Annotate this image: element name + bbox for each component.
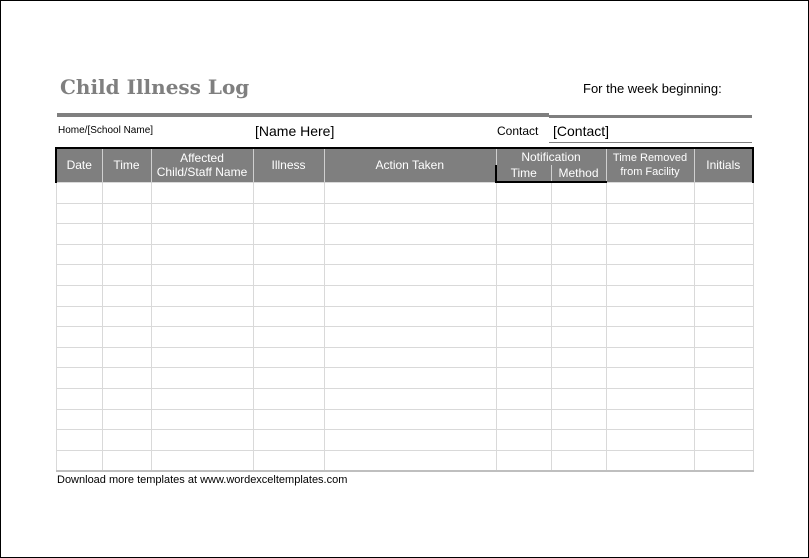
footer-download-link[interactable]: Download more templates at www.wordexceltemplates.com	[57, 474, 348, 486]
table-cell[interactable]	[694, 265, 753, 286]
table-cell[interactable]	[324, 388, 496, 409]
table-row	[56, 430, 753, 451]
table-cell[interactable]	[551, 347, 606, 368]
table-cell[interactable]	[151, 368, 253, 389]
table-cell[interactable]	[694, 285, 753, 306]
table-cell[interactable]	[694, 224, 753, 245]
table-cell[interactable]	[551, 203, 606, 224]
table-cell[interactable]	[151, 450, 253, 471]
header-date: Date	[56, 148, 102, 182]
table-cell[interactable]	[151, 306, 253, 327]
table-cell[interactable]	[151, 244, 253, 265]
contact-field[interactable]: [Contact]	[553, 123, 610, 139]
table-cell[interactable]	[102, 182, 151, 203]
table-cell[interactable]	[606, 285, 694, 306]
header-illness: Illness	[253, 148, 324, 182]
table-cell[interactable]	[102, 224, 151, 245]
table-cell[interactable]	[551, 388, 606, 409]
table-cell[interactable]	[551, 285, 606, 306]
table-cell[interactable]	[496, 347, 551, 368]
table-cell[interactable]	[496, 203, 551, 224]
table-cell[interactable]	[102, 265, 151, 286]
table-cell[interactable]	[551, 327, 606, 348]
table-cell[interactable]	[102, 244, 151, 265]
table-cell[interactable]	[324, 327, 496, 348]
page-title: Child Illness Log	[60, 75, 250, 99]
table-cell[interactable]	[606, 347, 694, 368]
table-cell[interactable]	[56, 450, 102, 471]
table-cell[interactable]	[606, 244, 694, 265]
table-cell[interactable]	[253, 409, 324, 430]
table-cell[interactable]	[551, 368, 606, 389]
table-cell[interactable]	[606, 430, 694, 451]
table-cell[interactable]	[253, 347, 324, 368]
table-cell[interactable]	[496, 224, 551, 245]
contact-underline	[549, 142, 752, 143]
header-notification-method: Method	[551, 165, 606, 182]
table-cell[interactable]	[151, 224, 253, 245]
table-cell[interactable]	[151, 203, 253, 224]
table-cell[interactable]	[496, 409, 551, 430]
table-row	[56, 409, 753, 430]
table-cell[interactable]	[253, 450, 324, 471]
table-cell[interactable]	[551, 182, 606, 203]
header-action-taken: Action Taken	[324, 148, 496, 182]
table-cell[interactable]	[606, 306, 694, 327]
table-cell[interactable]	[694, 203, 753, 224]
table-cell[interactable]	[324, 409, 496, 430]
table-cell[interactable]	[551, 224, 606, 245]
table-cell[interactable]	[102, 327, 151, 348]
table-cell[interactable]	[102, 306, 151, 327]
table-cell[interactable]	[551, 265, 606, 286]
table-cell[interactable]	[102, 285, 151, 306]
table-cell[interactable]	[102, 409, 151, 430]
table-cell[interactable]	[324, 450, 496, 471]
week-beginning-label: For the week beginning:	[583, 81, 722, 96]
table-row	[56, 224, 753, 245]
table-cell[interactable]	[56, 224, 102, 245]
table-cell[interactable]	[253, 182, 324, 203]
table-cell[interactable]	[151, 409, 253, 430]
table-row	[56, 388, 753, 409]
table-row	[56, 347, 753, 368]
table-cell[interactable]	[606, 203, 694, 224]
table-cell[interactable]	[253, 388, 324, 409]
table-cell[interactable]	[496, 368, 551, 389]
table-cell[interactable]	[151, 285, 253, 306]
table-cell[interactable]	[56, 244, 102, 265]
school-name-label[interactable]: Home/[School Name]	[58, 125, 154, 136]
header-time: Time	[102, 148, 151, 182]
table-cell[interactable]	[551, 244, 606, 265]
table-cell[interactable]	[324, 265, 496, 286]
table-cell[interactable]	[253, 224, 324, 245]
header-notification: Notification	[496, 148, 606, 165]
table-cell[interactable]	[56, 182, 102, 203]
table-cell[interactable]	[102, 368, 151, 389]
table-cell[interactable]	[694, 347, 753, 368]
table-cell[interactable]	[324, 182, 496, 203]
table-row	[56, 265, 753, 286]
table-cell[interactable]	[694, 182, 753, 203]
week-field-divider	[549, 115, 752, 118]
table-row	[56, 327, 753, 348]
table-cell[interactable]	[102, 450, 151, 471]
table-cell[interactable]	[694, 430, 753, 451]
table-cell[interactable]	[56, 430, 102, 451]
table-cell[interactable]	[151, 347, 253, 368]
table-cell[interactable]	[253, 306, 324, 327]
table-row	[56, 368, 753, 389]
table-cell[interactable]	[56, 368, 102, 389]
table-cell[interactable]	[56, 327, 102, 348]
table-cell[interactable]	[551, 450, 606, 471]
table-cell[interactable]	[694, 327, 753, 348]
header-notification-time: Time	[496, 165, 551, 182]
table-cell[interactable]	[56, 306, 102, 327]
table-cell[interactable]	[324, 347, 496, 368]
table-cell[interactable]	[694, 388, 753, 409]
table-cell[interactable]	[324, 203, 496, 224]
table-cell[interactable]	[606, 265, 694, 286]
table-row	[56, 203, 753, 224]
name-field[interactable]: [Name Here]	[255, 123, 335, 139]
table-cell[interactable]	[694, 368, 753, 389]
table-cell[interactable]	[253, 244, 324, 265]
table-cell[interactable]	[606, 224, 694, 245]
table-cell[interactable]	[606, 182, 694, 203]
table-cell[interactable]	[324, 306, 496, 327]
table-row	[56, 306, 753, 327]
table-cell[interactable]	[56, 203, 102, 224]
table-cell[interactable]	[102, 347, 151, 368]
table-cell[interactable]	[551, 306, 606, 327]
table-cell[interactable]	[606, 388, 694, 409]
table-cell[interactable]	[102, 388, 151, 409]
table-cell[interactable]	[253, 265, 324, 286]
table-row	[56, 182, 753, 203]
table-cell[interactable]	[151, 430, 253, 451]
table-cell[interactable]	[694, 409, 753, 430]
table-cell[interactable]	[56, 409, 102, 430]
header-time-removed: Time Removed from Facility	[606, 148, 694, 182]
table-cell[interactable]	[151, 265, 253, 286]
header-initials: Initials	[694, 148, 753, 182]
log-table-body	[56, 182, 753, 471]
table-cell[interactable]	[56, 285, 102, 306]
header-affected-name: Affected Child/Staff Name	[151, 148, 253, 182]
table-cell[interactable]	[496, 327, 551, 348]
table-cell[interactable]	[253, 285, 324, 306]
table-cell[interactable]	[496, 450, 551, 471]
table-cell[interactable]	[151, 388, 253, 409]
table-cell[interactable]	[496, 430, 551, 451]
table-row	[56, 285, 753, 306]
table-cell[interactable]	[606, 327, 694, 348]
table-cell[interactable]	[694, 450, 753, 471]
illness-log-table	[55, 147, 754, 472]
table-cell[interactable]	[102, 430, 151, 451]
table-cell[interactable]	[253, 368, 324, 389]
table-cell[interactable]	[151, 182, 253, 203]
table-cell[interactable]	[606, 450, 694, 471]
title-divider	[57, 113, 549, 117]
table-cell[interactable]	[606, 409, 694, 430]
table-cell[interactable]	[606, 368, 694, 389]
table-cell[interactable]	[551, 430, 606, 451]
table-cell[interactable]	[324, 244, 496, 265]
table-cell[interactable]	[496, 388, 551, 409]
table-cell[interactable]	[496, 182, 551, 203]
table-cell[interactable]	[253, 327, 324, 348]
table-cell[interactable]	[496, 265, 551, 286]
contact-label: Contact	[497, 124, 539, 138]
table-row	[56, 450, 753, 471]
table-cell[interactable]	[324, 430, 496, 451]
table-cell[interactable]	[496, 244, 551, 265]
table-cell[interactable]	[56, 388, 102, 409]
table-cell[interactable]	[324, 224, 496, 245]
table-cell[interactable]	[551, 409, 606, 430]
table-cell[interactable]	[324, 368, 496, 389]
table-cell[interactable]	[694, 244, 753, 265]
table-cell[interactable]	[253, 430, 324, 451]
table-cell[interactable]	[56, 347, 102, 368]
table-cell[interactable]	[253, 203, 324, 224]
table-cell[interactable]	[324, 285, 496, 306]
table-row	[56, 244, 753, 265]
table-cell[interactable]	[151, 327, 253, 348]
table-cell[interactable]	[694, 306, 753, 327]
table-cell[interactable]	[102, 203, 151, 224]
table-cell[interactable]	[496, 285, 551, 306]
table-cell[interactable]	[56, 265, 102, 286]
table-cell[interactable]	[496, 306, 551, 327]
